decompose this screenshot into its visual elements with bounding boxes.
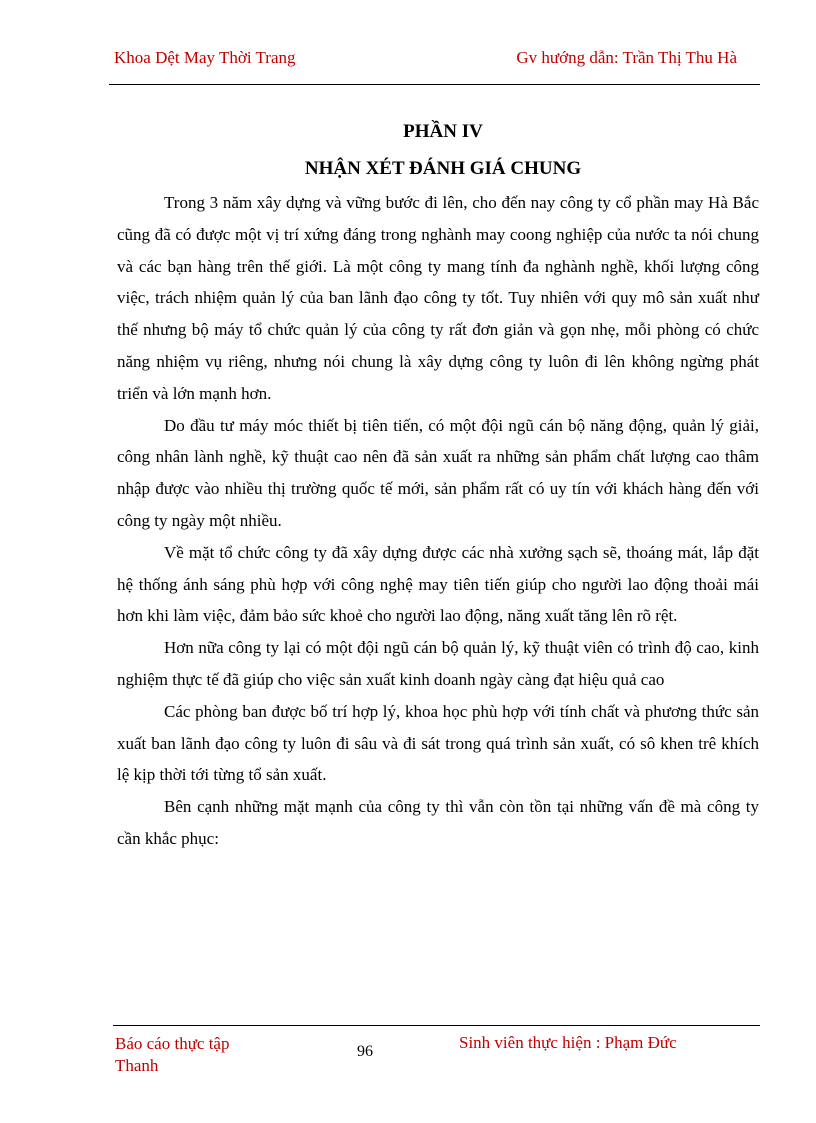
paragraph: Về mặt tổ chức công ty đã xây dựng được các nhà xưởng sạch sẽ, thoáng mát, lắp đặt hệ thống ánh sáng phù hợp với công nghệ may tiên tiến giúp cho người lao động thoải mái hơn khi làm việc, đảm bảo sức khoẻ cho người lao động, năng xuất tăng lên rõ rệt. — [117, 542, 759, 626]
part-title: PHẦN IV — [403, 121, 483, 142]
paragraph: Các phòng ban được bố trí hợp lý, khoa học phù hợp với tính chất và phương thức sản xuất ban lãnh đạo công ty luôn đi sâu và đi sát trong quá trình sản xuất, có sô khen trê khích lệ kịp thời tới từng tổ sản xuất. — [117, 701, 759, 785]
paragraph: Bên cạnh những mặt mạnh của công ty thì vẫn còn tồn tại những vấn đề mà công ty cần khắc phục: — [117, 797, 759, 848]
footer-report-label: Báo cáo thực tập Thanh — [115, 1034, 230, 1075]
header-supervisor: Gv hướng dẫn: Trần Thị Thu Hà — [516, 48, 737, 67]
paragraph: Trong 3 năm xây dựng và vững bước đi lên, cho đến nay công ty cổ phần may Hà Bắc cũng đã có được một vị trí xứng đáng trong nghành may coong nghiệp của nước ta nói chung và các bạn hàng trên thế giới. Là một công ty mang tính đa nghành nghề, khối lượng công việc, trách nhiệm quản lý của ban lãnh đạo công ty tốt. Tuy nhiên với quy mô sản xuất như thế nhưng bộ máy tổ chức quản lý của công ty rất đơn giản và gọn nhẹ, mỗi phòng có chức năng nhiệm vụ riêng, nhưng nói chung là xây dựng công ty luôn đi lên không ngừng phát triển và lớn mạnh hơn. — [117, 193, 759, 403]
footer-divider — [113, 1025, 760, 1026]
paragraph: Hơn nữa công ty lại có một đội ngũ cán bộ quản lý, kỹ thuật viên có trình độ cao, kinh nghiệm thực tế đã giúp cho việc sản xuất kinh doanh ngày càng đạt hiệu quả cao — [117, 638, 759, 689]
section-heading: NHẬN XÉT ĐÁNH GIÁ CHUNG — [304, 158, 582, 179]
header-divider — [109, 84, 760, 85]
page-header — [114, 48, 759, 74]
document-body — [117, 187, 759, 855]
header-faculty: Khoa Dệt May Thời Trang — [114, 48, 296, 67]
footer-student: Sinh viên thực hiện : Phạm Đức — [459, 1033, 677, 1052]
page-number: 96 — [357, 1043, 373, 1060]
paragraph: Do đầu tư máy móc thiết bị tiên tiến, có một đội ngũ cán bộ năng động, quản lý giải, công nhân lành nghề, kỹ thuật cao nên đã sản xuất ra những sản phẩm chất lượng cao thâm nhập được vào nhiều thị trường quốc tế mới, sản phẩm rất có uy tín với khách hàng đến với công ty ngày một nhiều. — [117, 415, 759, 530]
